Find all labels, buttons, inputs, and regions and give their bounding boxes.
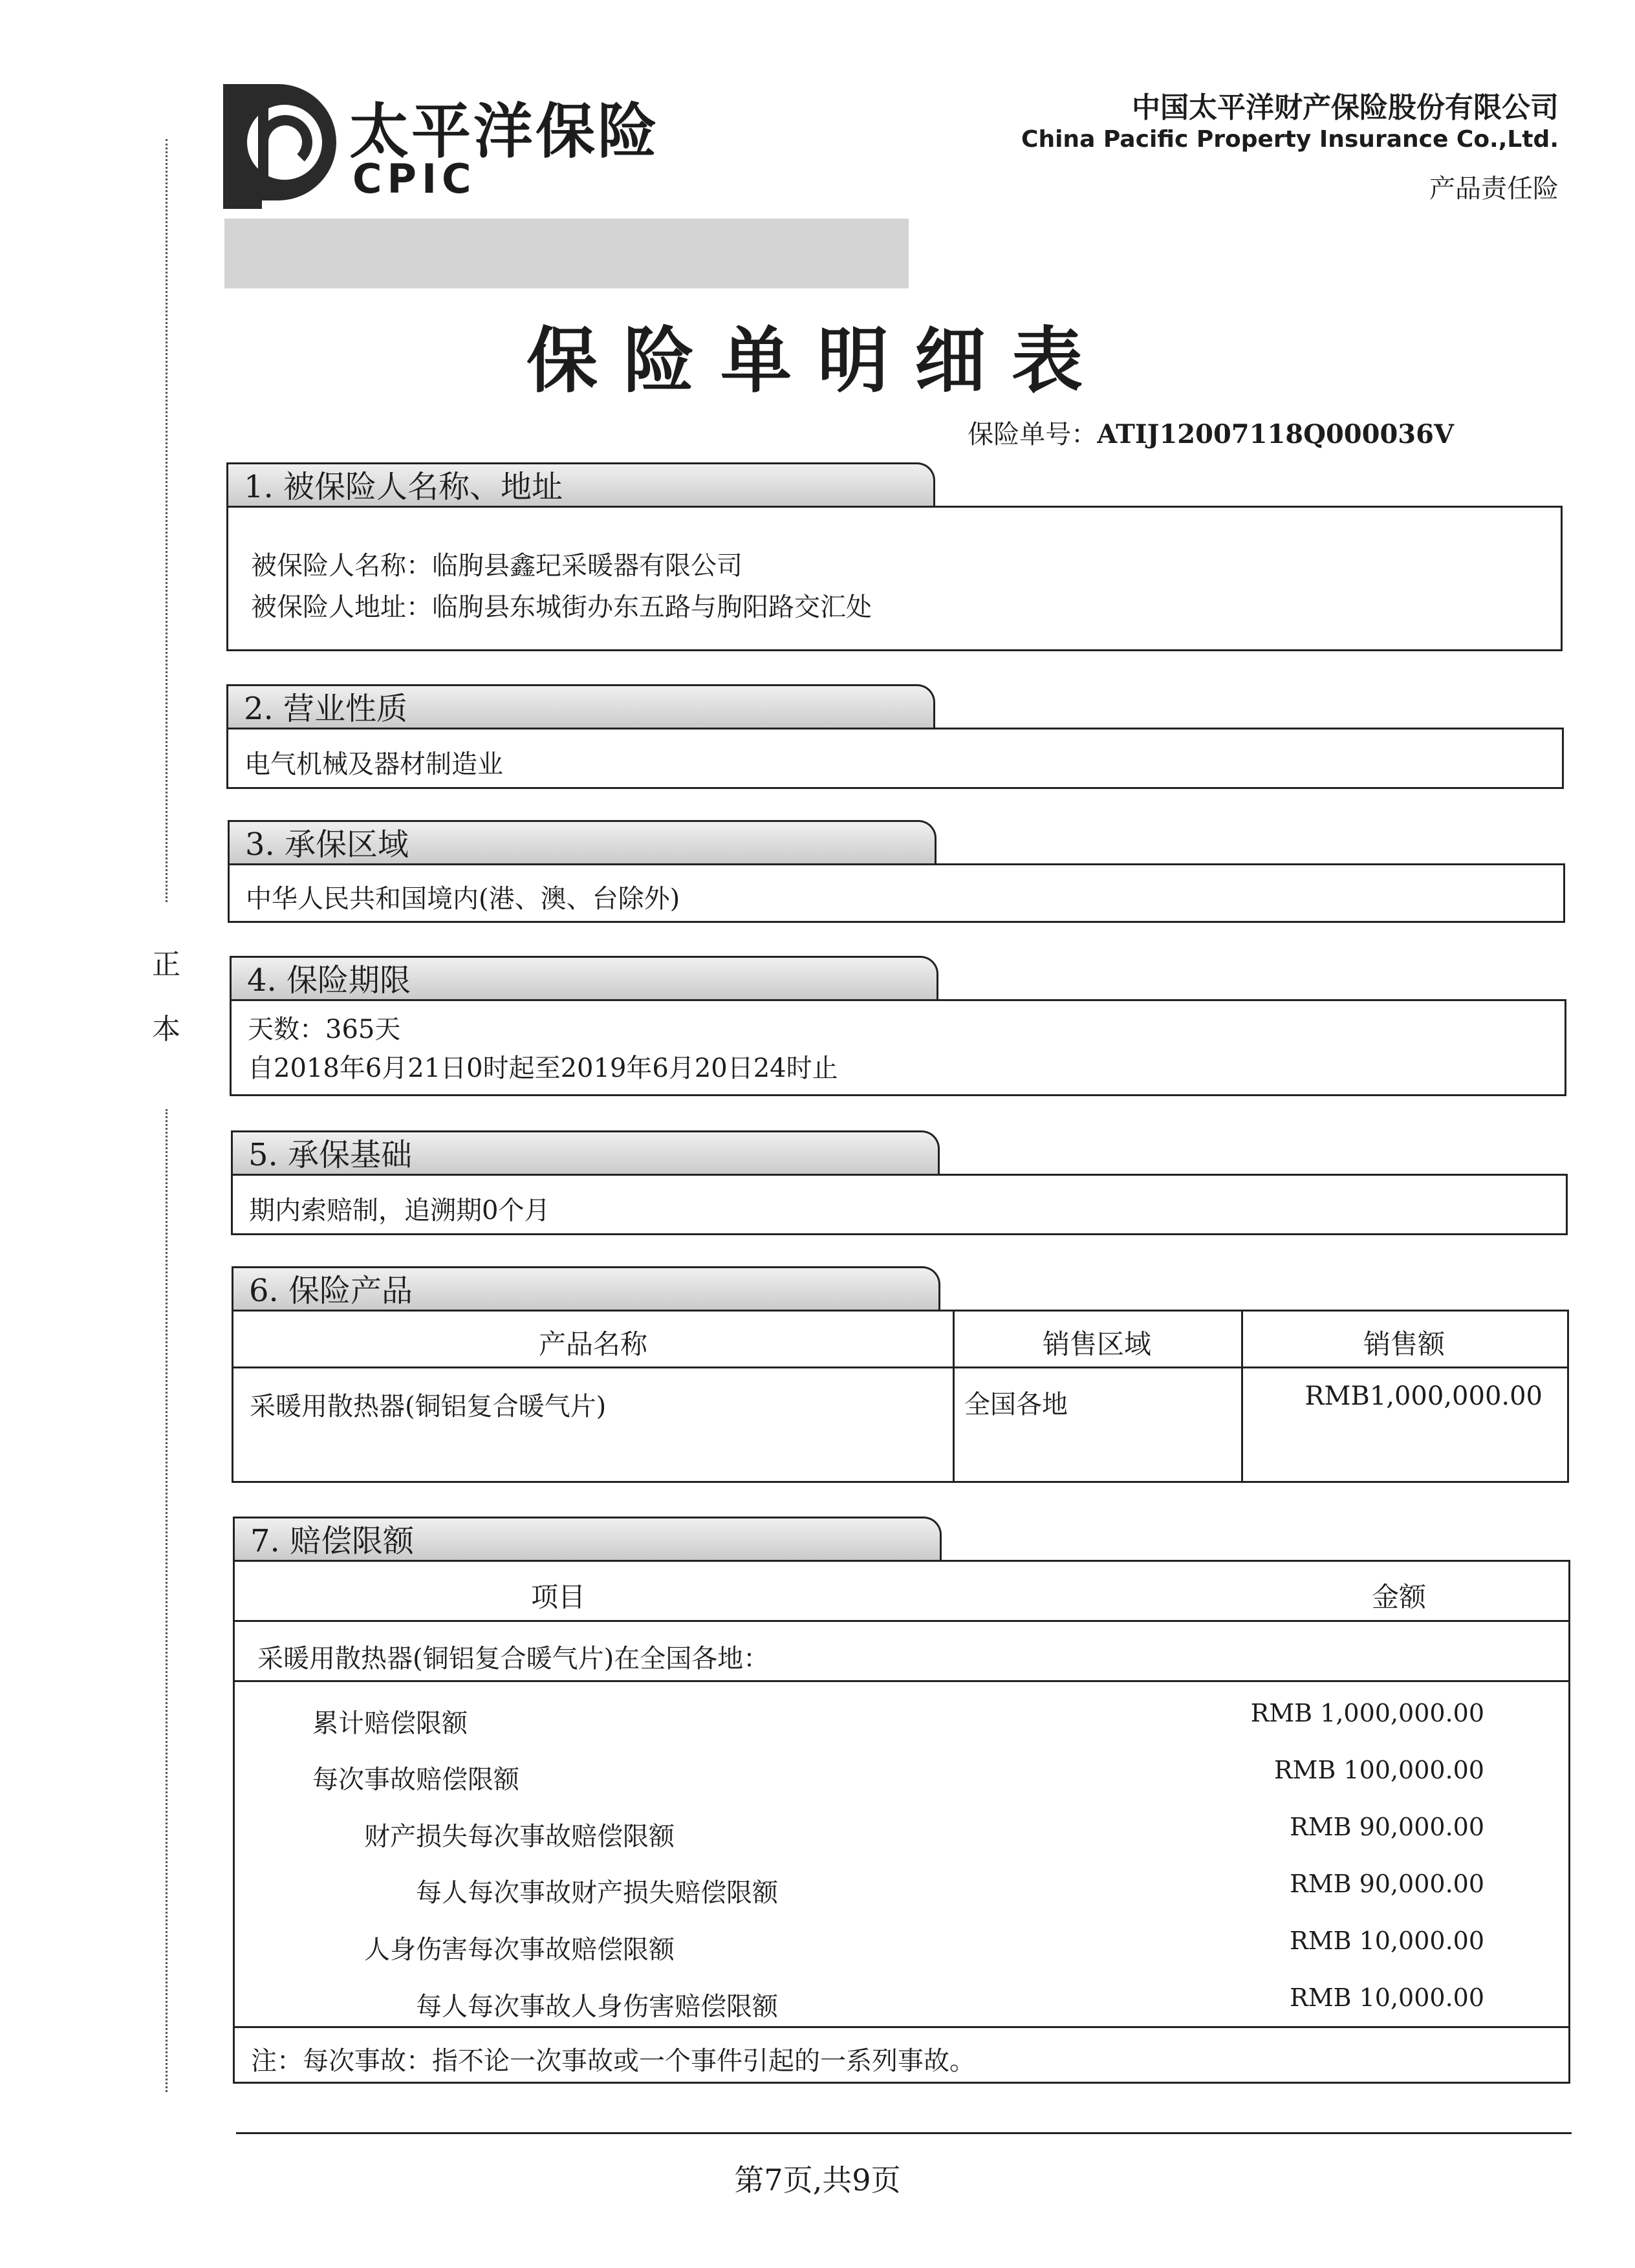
limit-item-label: 人身伤害每次事故赔偿限额 (364, 1935, 675, 1965)
insurance-days: 天数：365天 (248, 1015, 401, 1044)
section-4-tab (230, 956, 938, 1001)
section-2-tab (226, 684, 935, 729)
section-6-title: 6. 保险产品 (249, 1273, 413, 1309)
coverage-territory: 中华人民共和国境内(港、澳、台除外) (246, 884, 680, 914)
sales-amount: RMB1,000,000.00 (1305, 1381, 1543, 1411)
limit-item-amount: RMB 90,000.00 (1290, 1870, 1484, 1898)
business-nature: 电气机械及器材制造业 (244, 750, 503, 779)
header-product-name: 产品名称 (538, 1328, 647, 1360)
header-sales-region: 销售区域 (1042, 1328, 1151, 1360)
header-sales-amount: 销售额 (1363, 1328, 1445, 1360)
header-item: 项目 (530, 1581, 585, 1613)
company-name-chinese: 中国太平洋财产保险股份有限公司 (1132, 91, 1559, 124)
section-3-tab (228, 820, 937, 865)
redacted-barcode-area (224, 219, 909, 288)
section-1-box (226, 506, 1563, 651)
limit-item-label: 每次事故赔偿限额 (312, 1765, 519, 1795)
insured-name: 被保险人名称：临朐县鑫玘采暖器有限公司 (251, 551, 742, 581)
limits-note: 注：每次事故：指不论一次事故或一个事件引起的一系列事故。 (251, 2046, 975, 2076)
limit-item-amount: RMB 100,000.00 (1273, 1756, 1484, 1784)
section-7-tab (233, 1517, 942, 1562)
section-4-box (230, 999, 1566, 1096)
table-divider (235, 1620, 1568, 1622)
policy-number-label: 保险单号： (968, 420, 1098, 449)
limit-item-label: 每人每次事故人身伤害赔偿限额 (416, 1992, 778, 2022)
insurance-period: 自2018年6月21日0时起至2019年6月20日24时止 (248, 1053, 838, 1083)
limit-item-label: 财产损失每次事故赔偿限额 (364, 1822, 675, 1852)
page-number: 第7页,共9页 (734, 2163, 901, 2198)
margin-label-zheng: 正 (152, 948, 180, 981)
logo-english-text: CPIC (352, 155, 477, 202)
underwriting-basis: 期内索赔制，追溯期0个月 (249, 1196, 550, 1226)
section-2-box (226, 728, 1564, 789)
margin-perforation-bottom (166, 1109, 168, 2092)
footer-rule (236, 2132, 1572, 2134)
limit-item-amount: RMB 10,000.00 (1290, 1927, 1484, 1955)
product-name: 采暖用散热器(铜铝复合暖气片) (250, 1392, 607, 1421)
limit-item-label: 每人每次事故财产损失赔偿限额 (416, 1878, 778, 1908)
header-amount: 金额 (1371, 1581, 1426, 1613)
limit-item-label: 累计赔偿限额 (312, 1709, 468, 1738)
policy-number (968, 414, 1454, 451)
logo-chinese-text: 太平洋保险 (349, 97, 660, 166)
section-2-title: 2. 营业性质 (244, 691, 408, 727)
section-7-table (233, 1560, 1570, 2084)
insured-address: 被保险人地址：临朐县东城街办东五路与朐阳路交汇处 (251, 592, 872, 622)
section-6-table (232, 1310, 1569, 1483)
limit-item-amount: RMB 1,000,000.00 (1250, 1699, 1484, 1727)
table-divider (235, 2026, 1568, 2028)
product-type: 产品责任险 (1429, 174, 1559, 204)
section-5-tab (231, 1130, 940, 1176)
section-5-title: 5. 承保基础 (248, 1137, 413, 1173)
sales-region: 全国各地 (964, 1390, 1068, 1420)
margin-label-ben: 本 (152, 1013, 180, 1046)
limits-subheading: 采暖用散热器(铜铝复合暖气片)在全国各地： (257, 1644, 770, 1674)
limit-item-amount: RMB 90,000.00 (1290, 1813, 1484, 1841)
limit-item-amount: RMB 10,000.00 (1290, 1983, 1484, 2012)
company-name-english: China Pacific Property Insurance Co.,Ltd. (1021, 126, 1559, 153)
section-1-title: 1. 被保险人名称、地址 (244, 469, 563, 505)
table-divider (233, 1366, 1567, 1368)
section-5-box (231, 1174, 1568, 1235)
document-title: 保险单明细表 (526, 319, 1109, 402)
section-6-tab (232, 1266, 940, 1312)
section-7-title: 7. 赔偿限额 (250, 1523, 415, 1559)
table-divider (235, 1680, 1568, 1682)
policy-number-value: ATIJ12007118Q000036V (1097, 419, 1454, 449)
section-1-tab (226, 462, 935, 508)
margin-perforation-top (166, 139, 168, 902)
section-4-title: 4. 保险期限 (247, 962, 411, 999)
section-3-box (228, 863, 1565, 923)
section-3-title: 3. 承保区域 (245, 826, 409, 863)
